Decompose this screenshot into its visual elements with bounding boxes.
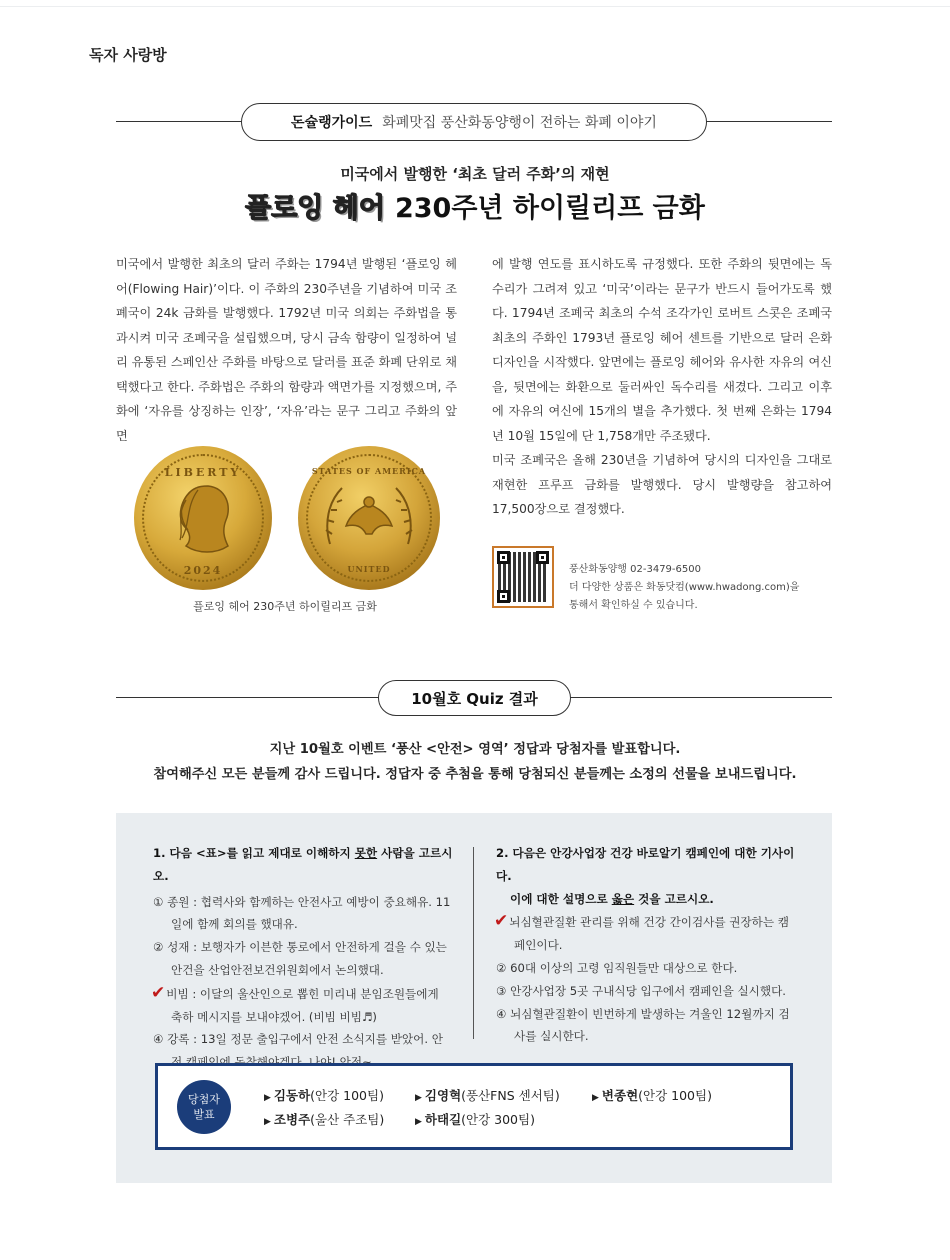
q2-option-3: ③ 안강사업장 5곳 구내식당 입구에서 캠페인을 실시했다. [496,983,786,998]
guide-brand: 돈슐랭가이드 [291,115,373,131]
winner-5-name: 하태길 [424,1112,462,1127]
quiz-divider [473,847,474,1039]
winner-5 [415,1110,535,1128]
q1-text-pre: 1. 다음 <표>를 읽고 제대로 이해하지 [153,846,355,860]
contact-info [569,561,799,615]
quiz-question-1 [153,842,453,1074]
q1-option-1: ① 종원 : 협력사와 함께하는 안전사고 예방이 중요해유. 11일에 함께 회의를 했대유. [153,894,451,932]
article-title [0,186,950,225]
qr-finder-top-left [497,551,510,564]
q2-option-1-correct [496,910,796,957]
guide-banner [241,103,707,141]
coin-back-legend-top: STATES OF AMERICA [311,466,427,476]
coin-front-image [134,446,272,590]
qr-finder-bottom-left [497,590,510,603]
quiz-banner: 10월호 Quiz 결과 [378,680,571,716]
winner-1 [264,1086,384,1104]
winners-badge [177,1080,231,1134]
bullet-icon: ▶ [415,1093,422,1103]
coin-front-legend: LIBERTY [164,466,242,479]
coin-back-legend-bottom: UNITED [347,564,391,574]
winner-4 [264,1110,384,1128]
check-mark-icon: ✔ [494,911,509,932]
winners-box [155,1063,793,1150]
article-left-column [116,252,457,448]
banner-line-right [704,121,832,122]
title-main-text: 230주년 하이릴리프 금화 [394,193,705,224]
q1-option-4: ④ 강록 : 13일 정문 출입구에서 안전 소식지를 받았어. 안 [153,1032,443,1047]
q1-option-3-text: 비빔 : 이달의 울산인으로 뽑힌 미리내 분임조원들에게 축하 메시지를 보내야겠어. (비빔 비빔♬) [166,986,439,1024]
q1-text-emph: 못한 [354,846,378,860]
article-right-paragraph-2: 미국 조폐국은 올해 230년을 기념하여 당시의 디자인을 그대로 재현한 프루프 금화를 발행했다. 당시 발행량을 참고하여 17,500장으로 결정했다. [492,453,832,516]
winner-3 [592,1086,712,1104]
bullet-icon: ▶ [415,1117,422,1127]
top-divider [0,6,950,7]
q2-text-pre: 이에 대한 설명으로 [510,891,612,906]
quiz-announce-2: 참여해주신 모든 분들께 감사 드립니다. 정답자 중 추첨을 통해 당첨되신 분들께는 소정의 선물을 보내드립니다. [153,767,797,782]
q2-option-4: ④ 뇌심혈관질환이 빈번하게 발생하는 겨울인 12월까지 검사를 실시한다. [496,1006,790,1044]
quiz-question-1-text [153,842,453,888]
winner-2-team: (풍산FNS 센서팀) [461,1088,560,1103]
liberty-bust-icon [168,480,240,560]
coin-back-image [298,446,440,590]
section-label: 독자 사랑방 [89,46,167,64]
winners-label-1: 당첨자 [188,1093,220,1106]
article-left-paragraph: 미국에서 발행한 최초의 달러 주화는 1794년 발행된 ‘플로잉 헤어(Flowing Hair)’이다. 이 주화의 230주년을 기념하여 미국 조폐국이 24k 금화를 발행했다. 1792년 미국 의회는 주화법을 통과시켜 미국 조폐국을 설립했으며, 당시 금속 함량이 일정하여 널리 유통된 스페인산 주화를 바탕으로 달러를 표준 화폐 단위로 채택했다고 한다. 주화법은 주화의 함량과 액면가를 지정했으며, 주화에 ‘자유를 상징하는 인장’, ‘자유’라는 문구 그리고 주화의 앞면 [116,257,457,443]
quiz-line-right [568,697,832,698]
quiz-question-2 [496,842,796,1048]
banner-line-left [116,121,242,122]
winner-1-name: 김동하 [273,1088,311,1103]
title-outline-text: 플로잉 헤어 [245,193,385,224]
coin-caption: 플로잉 헤어 230주년 하이릴리프 금화 [193,600,377,613]
coin-front-year: 2024 [183,564,223,577]
quiz-line-left [116,697,379,698]
article-right-paragraph-1: 에 발행 연도를 표시하도록 규정했다. 또한 주화의 뒷면에는 독수리가 그려져 있고 ‘미국’이라는 문구가 반드시 들어가도록 했다. 1794년 조폐국 최초의 수석 조각가인 로버트 스콧은 조폐국 최초의 주화인 1793년 플로잉 헤어 센트를 기반으로 달러 은화 디자인을 시작했다. 앞면에는 플로잉 헤어와 유사한 자유의 여신을, 뒷면에는 화환으로 둘러싸인 독수리를 새겼다. 그리고 이후에 자유의 여신에 15개의 별을 추가했다. 첫 번째 은화는 1794년 10월 15일에 단 1,758개만 주조됐다. [492,257,832,443]
guide-tagline: 화폐맛집 풍산화동양행이 전하는 화폐 이야기 [382,115,657,131]
info-line-2: 통해서 확인하실 수 있습니다. [569,600,698,611]
winner-1-team: (안강 100팀) [310,1088,384,1103]
check-mark-icon: ✔ [151,982,166,1003]
article-right-column [492,252,832,522]
winner-2-name: 김영혁 [424,1088,462,1103]
bullet-icon: ▶ [592,1093,599,1103]
q2-text-emph: 옳은 [611,891,635,906]
bullet-icon: ▶ [264,1117,271,1127]
winner-3-name: 변종현 [601,1088,639,1103]
winner-4-team: (울산 주조팀) [310,1112,385,1127]
quiz-announce-1: 지난 10월호 이벤트 ‘풍산 <안전> 영역’ 정답과 당첨자를 발표합니다. [269,742,681,757]
article-subtitle: 미국에서 발행한 ‘최초 달러 주화’의 재현 [340,165,610,183]
winner-5-team: (안강 300팀) [461,1112,535,1127]
q1-text-post: 사람을 고르시오. [153,846,453,883]
winners-label-2: 발표 [193,1108,215,1121]
info-line-1: 더 다양한 상품은 화동닷컴(www.hwadong.com)을 [569,582,800,593]
winner-4-name: 조병주 [273,1112,311,1127]
q1-option-3-correct [153,982,453,1029]
winner-3-team: (안강 100팀) [638,1088,712,1103]
q2-option-1-text: 뇌심혈관질환 관리를 위해 건강 간이검사를 권장하는 캠페인이다. [509,915,789,953]
qr-finder-top-right [536,551,549,564]
eagle-wreath-icon [320,474,418,566]
q2-text-post: 것을 고르시오. [634,891,714,906]
winner-2 [415,1086,560,1104]
q2-line-1: 2. 다음은 안강사업장 건강 바로알기 캠페인에 대한 기사이다. [496,846,795,883]
q1-option-2: ② 성재 : 보행자가 이븐한 통로에서 안전하게 걸을 수 있는 안건을 산업안전보건위원회에서 논의했대. [153,940,447,977]
q2-line-2 [496,888,796,911]
qr-code[interactable] [492,546,554,608]
bullet-icon: ▶ [264,1093,271,1103]
contact-line: 풍산화동양행 02-3479-6500 [569,564,701,575]
q2-option-2: ② 60대 이상의 고령 임직원들만 대상으로 한다. [496,960,738,975]
